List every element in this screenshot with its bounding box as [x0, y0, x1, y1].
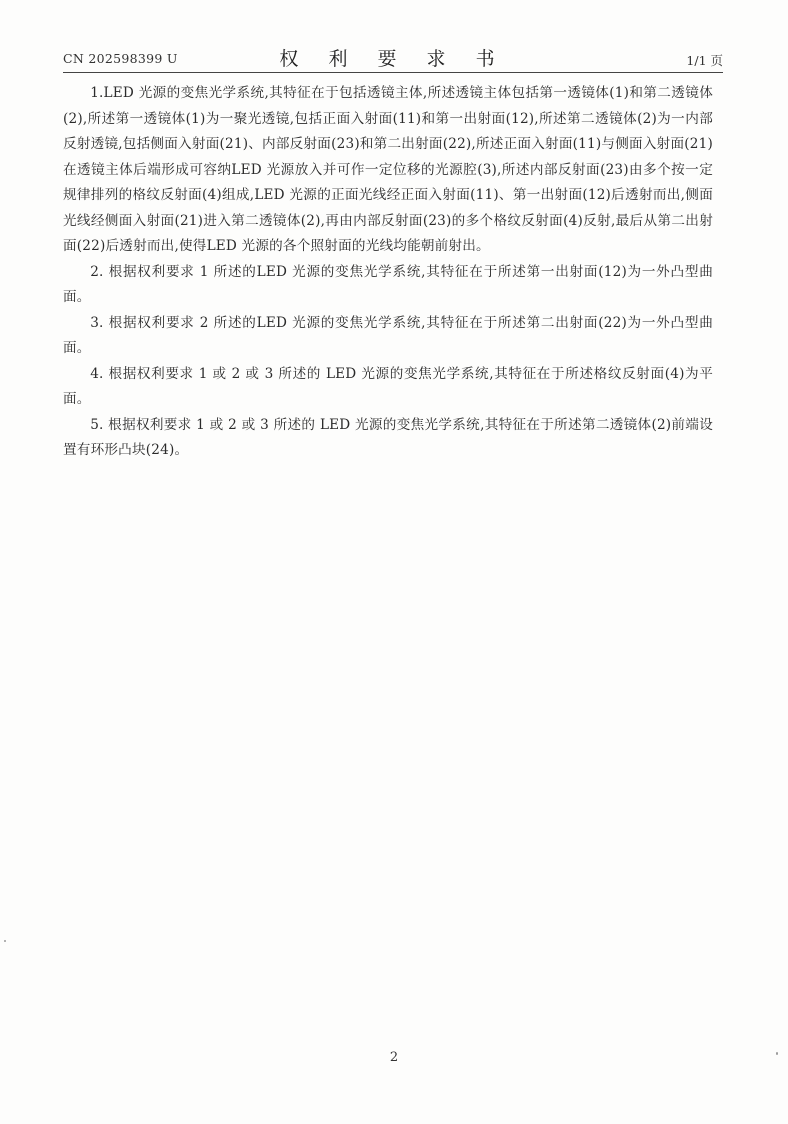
claim-2: 2. 根据权利要求 1 所述的LED 光源的变焦光学系统,其特征在于所述第一出射面(12)为一外凸型曲面。: [63, 263, 713, 305]
publication-number: CN 202598399 U: [63, 51, 178, 66]
claim-5: 5. 根据权利要求 1 或 2 或 3 所述的 LED 光源的变焦光学系统,其特征在于所述第二透镜体(2)前端设置有环形凸块(24)。: [63, 416, 713, 458]
page-indicator: 1/1 页: [686, 53, 723, 68]
claim-3: 3. 根据权利要求 2 所述的LED 光源的变焦光学系统,其特征在于所述第二出射面(22)为一外凸型曲面。: [63, 314, 713, 356]
scan-speck: [4, 940, 6, 942]
header-divider: [63, 72, 723, 73]
page-header: [63, 42, 723, 72]
claim-4: 4. 根据权利要求 1 或 2 或 3 所述的 LED 光源的变焦光学系统,其特征在于所述格纹反射面(4)为平面。: [63, 365, 713, 407]
claims-section: [63, 81, 713, 464]
document-title: 权 利 要 求 书: [279, 48, 507, 70]
claim-1: 1.LED 光源的变焦光学系统,其特征在于包括透镜主体,所述透镜主体包括第一透镜体(1)和第二透镜体(2),所述第一透镜体(1)为一聚光透镜,包括正面入射面(11)和第一出射面(12),所述第二透镜体(2)为一内部反射透镜,包括侧面入射面(21)、内部反射面(23)和第二出射面(22),所述正面入射面(11)与侧面入射面(21)在透镜主体后端形成可容纳LED 光源放入并可作一定位移的光源腔(3),所述内部反射面(23)由多个按一定规律排列的格纹反射面(4)组成,LED 光源的正面光线经正面入射面(11)、第一出射面(12)后透射而出,侧面光线经侧面入射面(21)进入第二透镜体(2),再由内部反射面(23)的多个格纹反射面(4)反射,最后从第二出射面(22)后透射而出,使得LED 光源的各个照射面的光线均能朝前射出。: [63, 85, 713, 254]
scan-speck: [776, 1052, 778, 1055]
page-number: 2: [389, 1050, 399, 1065]
